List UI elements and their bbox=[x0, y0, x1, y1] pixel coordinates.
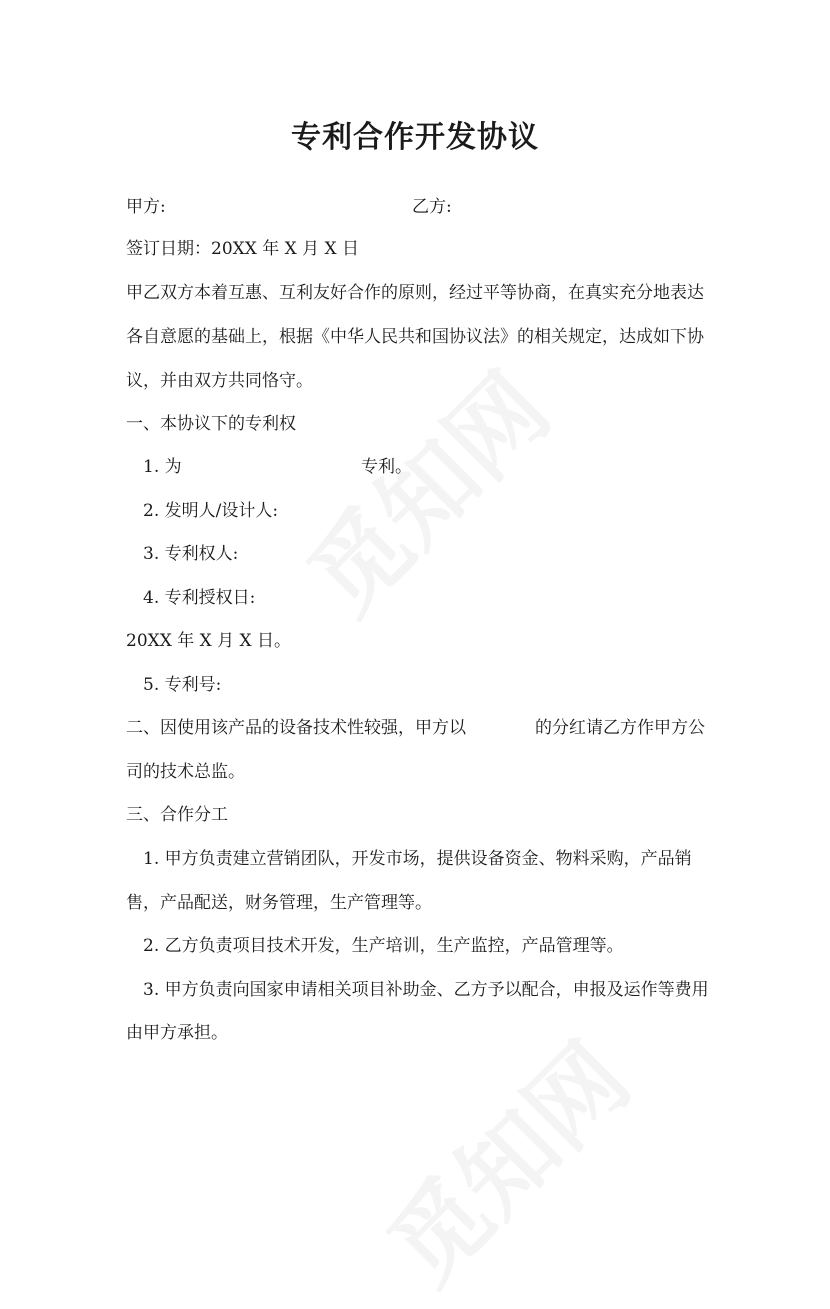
section-3-item-2: 2. 乙方负责项目技术开发，生产培训，生产监控，产品管理等。 bbox=[143, 936, 624, 956]
section-3-item-1-line-2: 售，产品配送，财务管理，生产管理等。 bbox=[126, 893, 432, 913]
document-title: 专利合作开发协议 bbox=[291, 120, 539, 155]
section-3-item-3-line-1: 3. 甲方负责向国家申请相关项目补助金、乙方予以配合，申报及运作等费用 bbox=[143, 980, 709, 1000]
section-3-heading: 三、合作分工 bbox=[126, 805, 228, 825]
section-1-item-5: 5. 专利号: bbox=[143, 675, 222, 695]
section-1-heading: 一、本协议下的专利权 bbox=[126, 414, 296, 434]
watermark bbox=[274, 338, 575, 639]
section-1-item-2: 2. 发明人/设计人: bbox=[143, 501, 279, 521]
section-2-line-2: 司的技术总监。 bbox=[126, 762, 245, 782]
section-1-item-4-value: 20XX 年 X 月 X 日。 bbox=[126, 631, 292, 651]
section-1-item-1-left: 1. 为 bbox=[143, 457, 182, 477]
section-2-line-1-right: 的分红请乙方作甲方公 bbox=[535, 718, 705, 738]
watermark bbox=[354, 1008, 655, 1309]
section-3-item-3-line-2: 由甲方承担。 bbox=[126, 1023, 228, 1043]
intro-line-3: 议，并由双方共同恪守。 bbox=[126, 371, 313, 391]
sign-date: 签订日期：20XX 年 X 月 X 日 bbox=[126, 239, 360, 259]
section-1-item-4: 4. 专利授权日: bbox=[143, 588, 256, 608]
section-2-line-1-left: 二、因使用该产品的设备技术性较强，甲方以 bbox=[126, 718, 466, 738]
intro-line-2: 各自意愿的基础上，根据《中华人民共和国协议法》的相关规定，达成如下协 bbox=[126, 327, 704, 347]
section-3-item-1-line-1: 1. 甲方负责建立营销团队，开发市场，提供设备资金、物料采购，产品销 bbox=[143, 849, 692, 869]
section-1-item-3: 3. 专利权人: bbox=[143, 544, 239, 564]
party-a-label: 甲方: bbox=[126, 197, 166, 217]
intro-line-1: 甲乙双方本着互惠、互利友好合作的原则，经过平等协商，在真实充分地表达 bbox=[126, 283, 704, 303]
section-1-item-1-right: 专利。 bbox=[361, 457, 412, 477]
party-b-label: 乙方: bbox=[412, 197, 452, 217]
